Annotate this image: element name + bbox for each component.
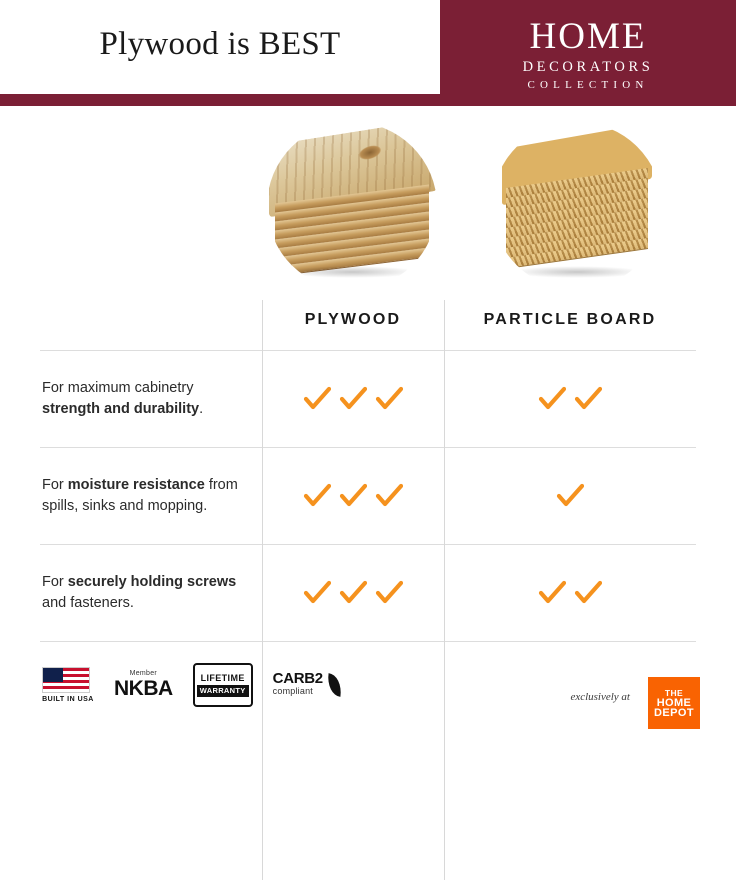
row-description: [40, 545, 262, 641]
nkba-label: NKBA: [114, 676, 173, 700]
desc-emphasis: strength and durability: [42, 401, 200, 417]
carb2-badge: [272, 670, 342, 697]
plywood-rating: [262, 545, 444, 641]
plywood-rating: [262, 351, 444, 447]
check-icon: [339, 482, 367, 510]
brand-line-collection: COLLECTION: [527, 78, 649, 91]
check-icon: [303, 482, 331, 510]
column-header-plywood: PLYWOOD: [304, 311, 402, 328]
certification-badges: [42, 663, 342, 707]
leaf-icon: [325, 673, 343, 697]
header-accent-bar: [0, 94, 440, 106]
column-header-blank: [40, 290, 262, 350]
check-icon: [574, 385, 602, 413]
desc-prefix: For maximum cabinetry: [42, 380, 194, 396]
carb2-compliant-label: compliant: [272, 686, 313, 696]
built-in-usa-label: BUILT IN USA: [42, 696, 94, 703]
check-icon: [303, 385, 331, 413]
check-icon: [375, 385, 403, 413]
table-row: [40, 544, 696, 641]
column-header-particle-board: PARTICLE BOARD: [483, 311, 657, 328]
plywood-image: [267, 122, 437, 290]
product-images: [0, 106, 736, 290]
warranty-label: WARRANTY: [197, 685, 249, 697]
particle-board-rating: [444, 545, 696, 641]
desc-emphasis: securely holding screws: [67, 574, 237, 590]
check-icon: [556, 482, 584, 510]
desc-prefix: For: [42, 477, 68, 493]
table-divider-1: [262, 300, 263, 880]
header: [0, 0, 736, 106]
table-body: [40, 350, 696, 641]
row-description: [40, 351, 262, 447]
check-icon: [538, 579, 566, 607]
particle-board-image: [492, 122, 662, 290]
desc-suffix: from spills, sinks and mopping.: [42, 477, 238, 514]
desc-suffix: .: [199, 401, 204, 417]
built-in-usa-badge: [42, 667, 94, 703]
comparison-table: [40, 290, 696, 641]
brand-logo: [440, 0, 736, 106]
check-icon: [339, 579, 367, 607]
desc-prefix: For: [42, 574, 68, 590]
desc-emphasis: moisture resistance: [67, 477, 205, 493]
lifetime-warranty-badge: [193, 663, 253, 707]
brand-line-decorators: DECORATORS: [522, 58, 654, 75]
table-row: [40, 447, 696, 544]
particle-board-rating: [444, 351, 696, 447]
brand-line-home: HOME: [529, 15, 647, 57]
exclusively-at-label: exclusively at: [570, 691, 630, 703]
check-icon: [538, 385, 566, 413]
usa-flag-icon: [42, 667, 90, 693]
carb2-label: CARB2: [272, 670, 323, 687]
desc-suffix: and fasteners.: [42, 595, 134, 611]
home-depot-logo: [648, 677, 700, 729]
row-description: [40, 448, 262, 544]
check-icon: [375, 482, 403, 510]
check-icon: [303, 579, 331, 607]
nkba-member-label: Member: [129, 669, 158, 677]
home-depot-line-the: THE: [664, 688, 684, 698]
table-row: [40, 350, 696, 447]
lifetime-label: LIFETIME: [200, 673, 245, 683]
nkba-badge: [114, 670, 173, 701]
particle-board-rating: [444, 448, 696, 544]
plywood-shadow: [285, 266, 419, 278]
home-depot-line-depot: DEPOT: [654, 707, 694, 719]
footer: [0, 657, 736, 749]
particle-board-stack: [506, 168, 648, 282]
plywood-rating: [262, 448, 444, 544]
check-icon: [339, 385, 367, 413]
particle-board-shadow: [510, 266, 644, 278]
page-title: Plywood is BEST: [99, 25, 341, 62]
table-bottom-border: [40, 641, 696, 643]
home-depot-line-home: HOME: [656, 697, 692, 709]
check-icon: [574, 579, 602, 607]
table-header-row: [40, 290, 696, 350]
table-divider-2: [444, 300, 445, 880]
check-icon: [375, 579, 403, 607]
